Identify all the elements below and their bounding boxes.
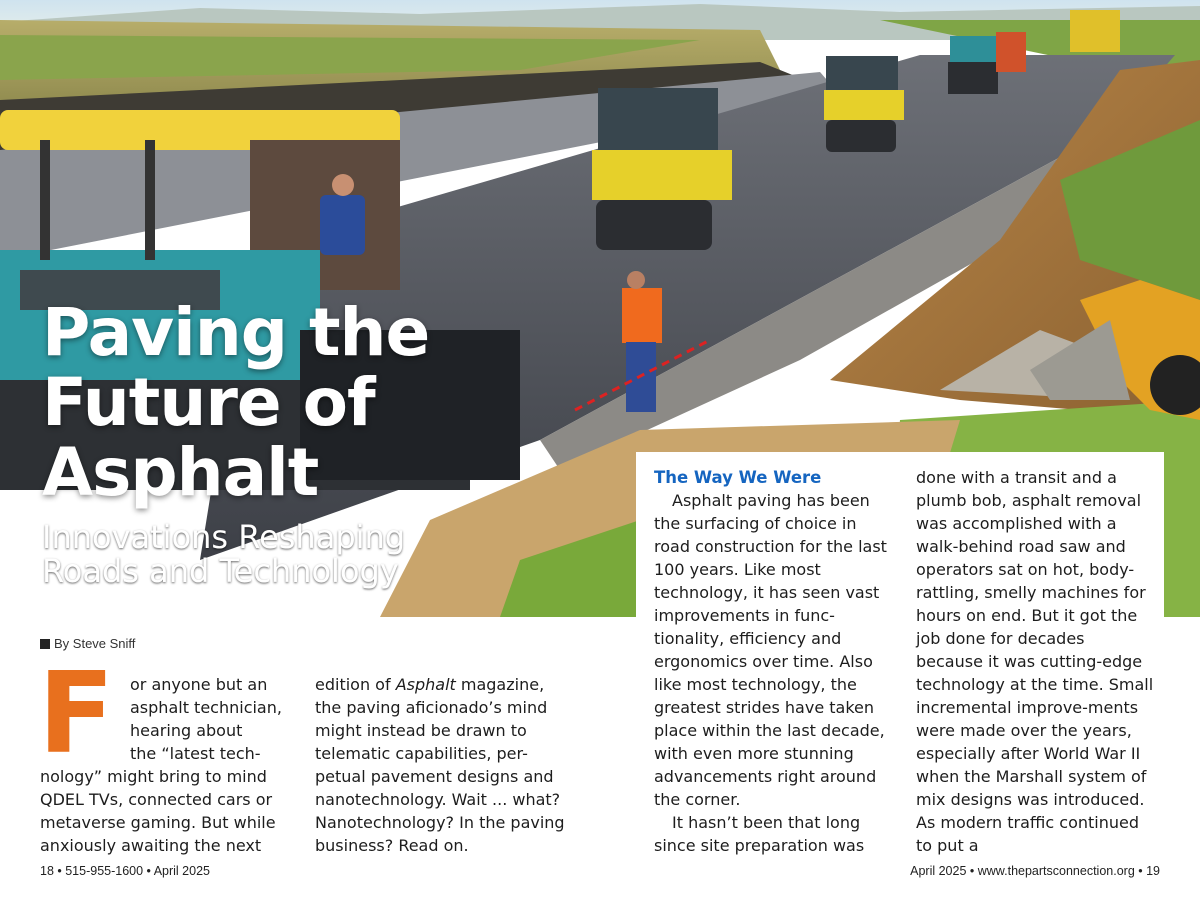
col2-text-start: edition of [315,675,396,694]
drop-cap: F [38,649,115,779]
footer-left: 18 • 515-955-1600 • April 2025 [40,864,210,878]
column-2 [315,673,570,857]
col1-line: QDEL TVs, connected cars or [40,790,273,809]
col1-line: hearing about [130,721,243,740]
col1-line: asphalt technician, [130,698,282,717]
section-heading: The Way We Were [654,468,822,487]
col2-text-end: magazine, the paving aficionado’s mind might instead be drawn to telematic capabilities, per-petual pavement designs and nanotechnology. Wait ... what? Nanotechnology? In the paving business? Read on. [315,675,565,855]
col1-line: or anyone but an [130,675,268,694]
col1-line: metaverse gaming. But while [40,813,276,832]
column-4 [916,466,1156,857]
col1-line: the “latest tech- [130,744,261,763]
byline-square-icon [40,639,50,649]
column-1 [40,673,295,857]
column-3 [654,466,894,857]
magazine-name: Asphalt [395,675,456,694]
col1-line: anxiously awaiting the next [40,836,262,855]
byline-text: By Steve Sniff [54,636,136,651]
footer-right: April 2025 • www.thepartsconnection.org • 19 [910,864,1160,878]
col3-paragraph-1: Asphalt paving has been the surfacing of choice in road construction for the last 100 years. Like most technology, it has seen vast improvements in func-tionality, efficiency and ergonomics over time. Also like most technology, the greatest strides have taken place within the last decade, with even more stunning advancements right around the corner. [654,491,887,809]
col2-paragraph [315,673,570,857]
col1-line: nology” might bring to mind [40,767,267,786]
col3-paragraph-2: It hasn’t been that long since site preparation was [654,813,865,855]
article-title: Paving the Future of Asphalt [42,294,430,511]
col4-paragraph: done with a transit and a plumb bob, asphalt removal was accomplished with a walk-behind road saw and operators sat on hot, body-rattling, smelly machines for hours on end. But it got the job done for decades because it was cutting-edge technology at the time. Small incremental improve-ments were made over the years, especially after World War II when the Marshall system of mix designs was introduced. As modern traffic continued to put a [916,468,1154,855]
article-subtitle: Innovations Reshaping Roads and Technology [42,518,406,590]
